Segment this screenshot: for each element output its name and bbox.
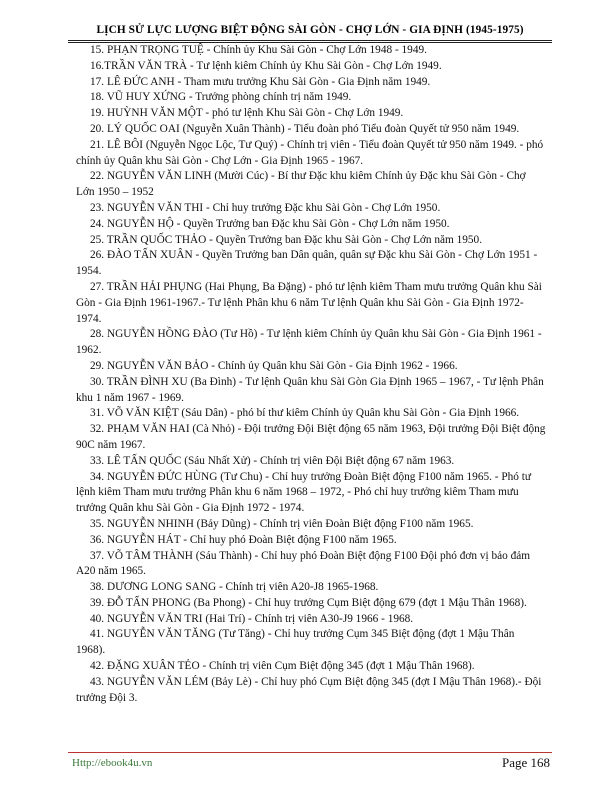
- list-item: 31. VÕ VĂN KIỆT (Sáu Dân) - phó bí thư kiêm Chính ủy Quân khu Sài Gòn - Gia Định 1966.: [90, 407, 520, 420]
- list-item: 30. TRẦN ĐÌNH XU (Ba Đình) - Tư lệnh Quân khu Sài Gòn Gia Định 1965 – 1967, - Tư lệnh Phân khu 1 năm 1967 - 1969.: [76, 375, 544, 404]
- list-item: 16.TRẦN VĂN TRÀ - Tư lệnh kiêm Chính ủy Khu Sài Gòn - Chợ Lớn 1949.: [90, 59, 442, 72]
- list-item: 27. TRẦN HẢI PHỤNG (Hai Phụng, Ba Đặng) - phó tư lệnh kiêm Tham mưu trưởng Quân khu Sài Gòn - Gia Định 1961-1967.- Tư lệnh Phân khu 6 năm Tư lệnh Quân khu Sài Gòn - Gia Định 1972-1974.: [76, 280, 542, 325]
- list-item: 22. NGUYỄN VĂN LINH (Mười Cúc) - Bí thư Đặc khu kiêm Chính ủy Đặc khu Sài Gòn - Chợ Lớn 1950 – 1952: [76, 170, 526, 199]
- list-item: 41. NGUYỄN VĂN TĂNG (Tư Tăng) - Chỉ huy trưởng Cụm 345 Biệt động (đợt 1 Mậu Thân 1968).: [76, 628, 515, 657]
- list-item: 40. NGUYỄN VĂN TRI (Hai Trí) - Chính trị viên A30-J9 1966 - 1968.: [90, 612, 414, 625]
- list-item: 42. ĐẶNG XUÂN TẺO - Chính trị viên Cụm Biệt động 345 (đợt 1 Mậu Thân 1968).: [90, 660, 475, 673]
- list-item: 32. PHẠM VĂN HAI (Cà Nhỏ) - Đội trưởng Đội Biệt động 65 năm 1963, Đội trưởng Đội Biệt động 90C năm 1967.: [76, 423, 546, 451]
- list-item: 35. NGUYỄN NHINH (Bảy Dũng) - Chính trị viên Đoàn Biệt động F100 năm 1965.: [90, 517, 474, 530]
- list-item: 28. NGUYỄN HỒNG ĐÀO (Tư Hồ) - Tư lệnh kiêm Chính ủy Quân khu Sài Gòn - Gia Định 1961 - 1962.: [76, 328, 542, 357]
- list-item: 15. PHẠN TRỌNG TUỆ - Chính ủy Khu Sài Gòn - Chợ Lớn 1948 - 1949.: [90, 44, 427, 56]
- running-header: LỊCH SỬ LỰC LƯỢNG BIỆT ĐỘNG SÀI GÒN - CHỢ LỚN - GIA ĐỊNH (1945-1975): [96, 24, 524, 36]
- list-item: 34. NGUYỄN ĐỨC HÙNG (Tư Chu) - Chỉ huy trưởng Đoàn Biệt động F100 năm 1965. - Phó tư lệnh kiêm Tham mưu trưởng Phân khu 6 năm 1968 – 1972, - Phó chỉ huy trưởng kiêm Tham mưu trưởng Quân khu Sài Gòn - Gia Định 1972 - 1974.: [76, 470, 532, 515]
- list-item: 26. ĐÀO TẤN XUÂN - Quyền Trưởng ban Dân quân, quân sự Đặc khu Sài Gòn - Chợ Lớn 1951 - 1954.: [76, 249, 538, 278]
- list-item: 18. VŨ HUY XỨNG - Trưởng phòng chính trị năm 1949.: [90, 91, 352, 104]
- list-item: 29. NGUYỄN VĂN BẢO - Chính ủy Quân khu Sài Gòn - Gia Định 1962 - 1966.: [90, 359, 458, 372]
- list-item: 23. NGUYỄN VĂN THI - Chỉ huy trưởng Đặc khu Sài Gòn - Chợ Lớn 1950.: [90, 201, 441, 214]
- list-item: 17. LÊ ĐỨC ANH - Tham mưu trưởng Khu Sài Gòn - Gia Định năm 1949.: [90, 75, 431, 88]
- list-item: 21. LÊ BÔI (Nguyễn Ngọc Lộc, Tư Quý) - Chính trị viên - Tiểu đoàn Quyết tử 950 năm 1949. - phó chính ủy Quân khu Sài Gòn - Chợ Lớn - Gia Định 1965 - 1967.: [76, 138, 544, 167]
- list-item: 37. VÕ TÂM THÀNH (Sáu Thành) - Chỉ huy phó Đoàn Biệt động F100 Đội phó đơn vị bảo đảm A20 năm 1965.: [76, 549, 531, 578]
- list-item: 20. LÝ QUỐC OAI (Nguyễn Xuân Thành) - Tiểu đoàn phó Tiểu đoàn Quyết tử 950 năm 1949.: [90, 122, 520, 135]
- list-item: 25. TRẦN QUỐC THẢO - Quyền Trưởng ban Đặc khu Sài Gòn - Chợ Lớn năm 1950.: [90, 233, 483, 246]
- list-item: 33. LÊ TẤN QUỐC (Sáu Nhất Xử) - Chính trị viên Đội Biệt động 67 năm 1963.: [90, 454, 455, 467]
- footer-rule: [68, 752, 552, 753]
- list-item: 24. NGUYỄN HỘ - Quyền Trưởng ban Đặc khu Sài Gòn - Chợ Lớn năm 1950.: [90, 217, 450, 230]
- list-item: 36. NGUYỄN HÁT - Chỉ huy phó Đoàn Biệt động F100 năm 1965.: [90, 533, 397, 546]
- page-number: Page 168: [501, 755, 550, 770]
- list-item: 19. HUỲNH VĂN MỘT - phó tư lệnh Khu Sài Gòn - Chợ Lớn 1949.: [90, 107, 404, 120]
- entry-list: [76, 43, 546, 706]
- list-item: 38. DƯƠNG LONG SANG - Chính trị viên A20-J8 1965-1968.: [90, 581, 379, 594]
- list-item: 39. ĐỖ TẤN PHONG (Ba Phong) - Chỉ huy trưởng Cụm Biệt động 679 (đợt 1 Mậu Thân 1968).: [90, 596, 527, 609]
- list-item: 43. NGUYỄN VĂN LÉM (Bảy Lè) - Chỉ huy phó Cụm Biệt động 345 (đợt I Mậu Thân 1968).- Đội trưởng Đội 3.: [76, 675, 542, 704]
- footer-url[interactable]: Http://ebook4u.vn: [72, 757, 153, 769]
